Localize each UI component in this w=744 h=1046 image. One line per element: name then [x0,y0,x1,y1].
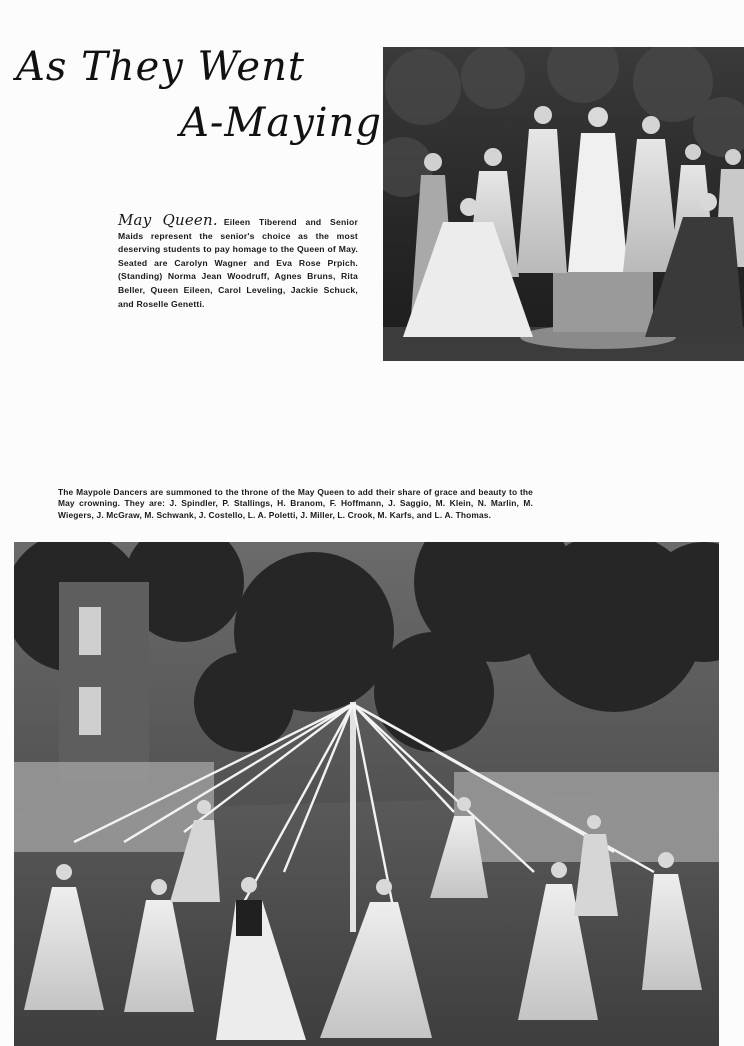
may-queen-photo-image [383,47,744,361]
maypole-dance-photo [14,542,719,1046]
maypole-caption: The Maypole Dancers are summoned to the throne of the May Queen to add their share of grace and beauty to the May crowning. They are: J. Spindler, P. Stallings, H. Branom, F. Hoffmann, J. Saggio, M. Klein, N. Marlin, M. Wiegers, J. McGraw, M. Schwank, J. Costello, L. A. Poletti, J. Miller, L. Crook, M. Karfs, and L. A. Thomas. [58,487,533,520]
may-queen-caption [118,211,358,311]
maypole-dance-photo-image [14,542,719,1046]
page-title-line-2: A-Maying [180,100,382,146]
may-queen-caption-lead: May Queen. [118,211,218,229]
page-title-line-1: As They Went [16,44,305,90]
may-queen-photo [383,47,744,361]
may-queen-caption-text: Eileen Tiberend and Senior Maids represent the senior's choice as the most deserving students to pay homage to the Queen of May. Seated are Carolyn Wagner and Eva Rose Prpich. (Standing) Norma Jean Woodruff, Agnes Bruns, Rita Beller, Queen Eileen, Carol Leveling, Jackie Schuck, and Roselle Genetti. [118,217,358,309]
